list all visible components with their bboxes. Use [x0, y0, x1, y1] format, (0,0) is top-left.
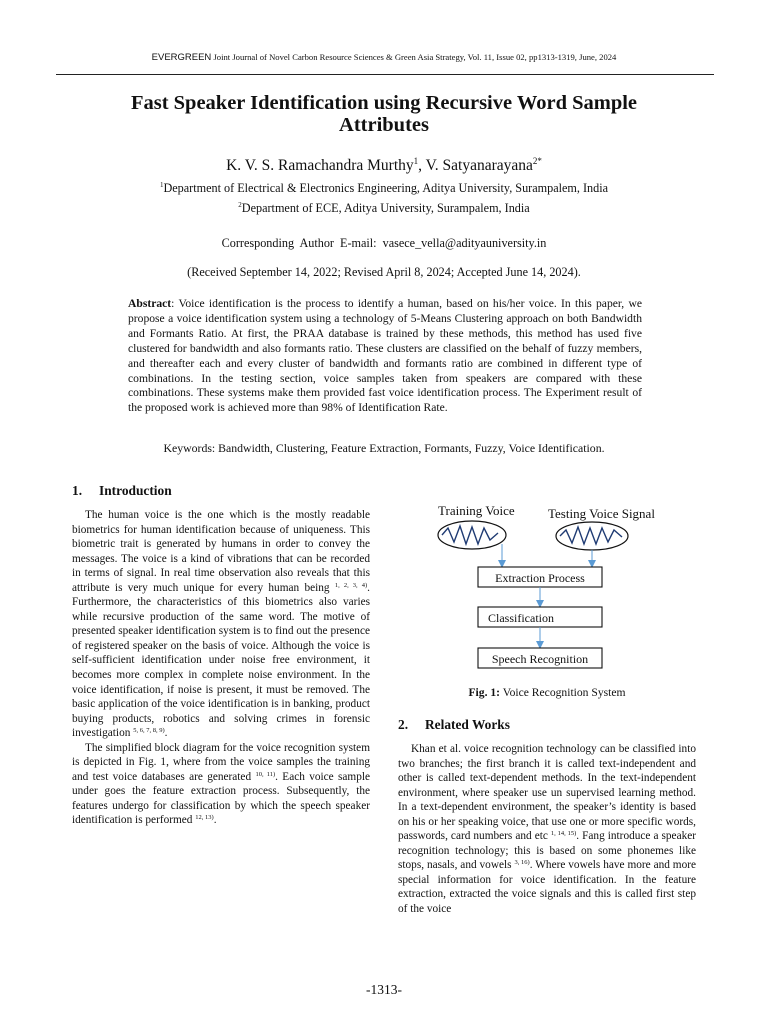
page-number: -1313-	[366, 982, 402, 997]
extraction-label: Extraction Process	[495, 571, 585, 585]
related-p1-text-b: . Fang introduce a speaker recognition technology; this is based on some phonemes like stops, nasals, and vowels	[398, 830, 697, 872]
testing-voice-label: Testing Voice Signal	[548, 506, 655, 521]
affiliation-2-text: Department of ECE, Aditya University, Surampalem, India	[241, 201, 530, 215]
testing-voice-ellipse	[556, 522, 628, 550]
intro-paragraph-1	[72, 508, 370, 741]
section-2-title: Related Works	[425, 717, 510, 732]
testing-waveform	[560, 527, 622, 544]
section-1-number: 1.	[72, 483, 83, 498]
section-2-body	[398, 742, 696, 917]
intro-p1-text-a: The human voice is the one which is the mostly readable biometrics for human identification because of uniqueness. This biometric trait is generated by humans in order to convey the messages. The voice is a kind of vibrations that can be recorded in terms of signal. In real time observation also reveals that this attribute is very much unique for every human being	[72, 509, 370, 594]
related-p1-text-a: Khan et al. voice recognition technology can be classified into two branches; the first branch it is called text-independent and other is called text-dependent methods. In the text-independent environment, where speaker use un supervised learning method. In a text-dependent environment, the speaker’s identity is based on his or her speaking voice, that use one or more specific words, passwords, card numbers and etc	[398, 743, 696, 843]
corresponding-author: Corresponding Author E-mail: vasece_vella@adityauniversity.in	[221, 236, 547, 250]
author-2: V. Satyanarayana	[425, 157, 533, 174]
training-voice-label: Training Voice	[438, 503, 515, 518]
citation: 10, 11)	[255, 770, 276, 778]
speech-recognition-label: Speech Recognition	[491, 652, 589, 666]
section-1-title: Introduction	[99, 483, 172, 498]
related-p1-text-c: . Where vowels have more and more special information for voice identification. In the feature extraction, extracted the voice signals and this is called first step of the voice	[398, 859, 697, 916]
paper-title	[60, 92, 708, 136]
abstract	[128, 297, 642, 416]
intro-p1-text-c: .	[164, 727, 168, 740]
abstract-text: : Voice identification is the process to identify a human, based on his/her voice. In this paper, we propose a voice identification system using a technology of 5-Means Clustering approach on both Bandwidth and Formants Ratio. At first, the PRAA database is trained by these methods, this method has used five clustered for bandwidth and also formants ratio. These clusters are classified on the behalf of fuzzy members, and thereafter each and every cluster of bandwidth and formants ratio are combined in different type of combinations. In the testing section, voice samples taken from speakers are compared with these combinations. These systems make them provided fast voice identification process. The Experiment result of the proposed work is achieved more than 98% of Identification Rate.	[128, 297, 642, 415]
received-dates: (Received September 14, 2022; Revised April 8, 2024; Accepted June 14, 2024).	[187, 265, 581, 279]
intro-p2-text-b: . Each voice sample under goes the feature extraction process. Subsequently, the features undergo for classification by which the speech speaker identification is performed	[72, 770, 371, 827]
keywords: Keywords: Bandwidth, Clustering, Feature Extraction, Formants, Fuzzy, Voice Identification.	[163, 441, 605, 455]
affiliation-2	[0, 201, 768, 216]
training-waveform	[442, 526, 498, 544]
journal-citation: Joint Journal of Novel Carbon Resource Sciences & Green Asia Strategy, Vol. 11, Issue 02, pp1313-1319, June, 2024	[213, 52, 617, 62]
citation: 1, 14, 15)	[550, 830, 577, 838]
affiliation-1-text: Department of Electrical & Electronics Engineering, Aditya University, Surampalem, India	[163, 181, 609, 195]
voice-recognition-diagram	[420, 500, 690, 680]
citation: 5, 6, 7, 8, 9)	[133, 727, 165, 735]
related-paragraph-1	[398, 742, 696, 917]
running-header	[0, 52, 768, 63]
author-2-affil: 2*	[532, 156, 542, 166]
author-list	[0, 156, 768, 175]
journal-brand: EVERGREEN	[151, 52, 212, 63]
section-2-number: 2.	[398, 717, 409, 732]
intro-p2-text-a: The simplified block diagram for the voice recognition system is depicted in Fig. 1, where from the voice samples the training and test voice databases are generated	[72, 741, 370, 783]
author-1: K. V. S. Ramachandra Murthy	[226, 157, 414, 174]
author-separator: ,	[418, 157, 426, 174]
section-1-body	[72, 508, 370, 828]
figure-1-label: Fig. 1:	[468, 686, 501, 699]
title-line-2: Attributes	[339, 114, 429, 136]
citation: 3, 16)	[514, 859, 530, 867]
intro-p2-text-c: .	[213, 814, 217, 827]
citation: 12, 13)	[195, 814, 214, 822]
abstract-label: Abstract	[128, 297, 172, 310]
section-1-heading	[72, 483, 172, 499]
intro-p1-text-b: . Furthermore, the characteristics of this biometrics also varies while recursive production of the same word. The motive of presented speaker identification system is to find out the presence of registered speaker on the basis of voice. Although the voice is self-sufficient identification under noise free environment, it becomes more complex in complete noise environment. In the voice identification, if noise is present, it must be removed. The basic application of the voice identification is in banking, product buying products, robotics and solving crimes in forensic investigation	[72, 581, 370, 740]
classification-label: Classification	[488, 611, 554, 625]
author-1-affil: 1	[413, 156, 419, 166]
figure-1-caption-text: Voice Recognition System	[500, 686, 626, 699]
section-2-heading	[398, 717, 510, 733]
affiliation-1-mark: 1	[159, 181, 164, 189]
citation: 1, 2, 3, 4)	[334, 581, 368, 589]
header-rule	[56, 74, 714, 75]
title-line-1: Fast Speaker Identification using Recursive Word Sample	[130, 92, 638, 114]
affiliation-2-mark: 2	[238, 201, 242, 209]
affiliation-1	[0, 181, 768, 196]
intro-paragraph-2	[72, 741, 370, 828]
figure-1-caption	[398, 686, 696, 699]
